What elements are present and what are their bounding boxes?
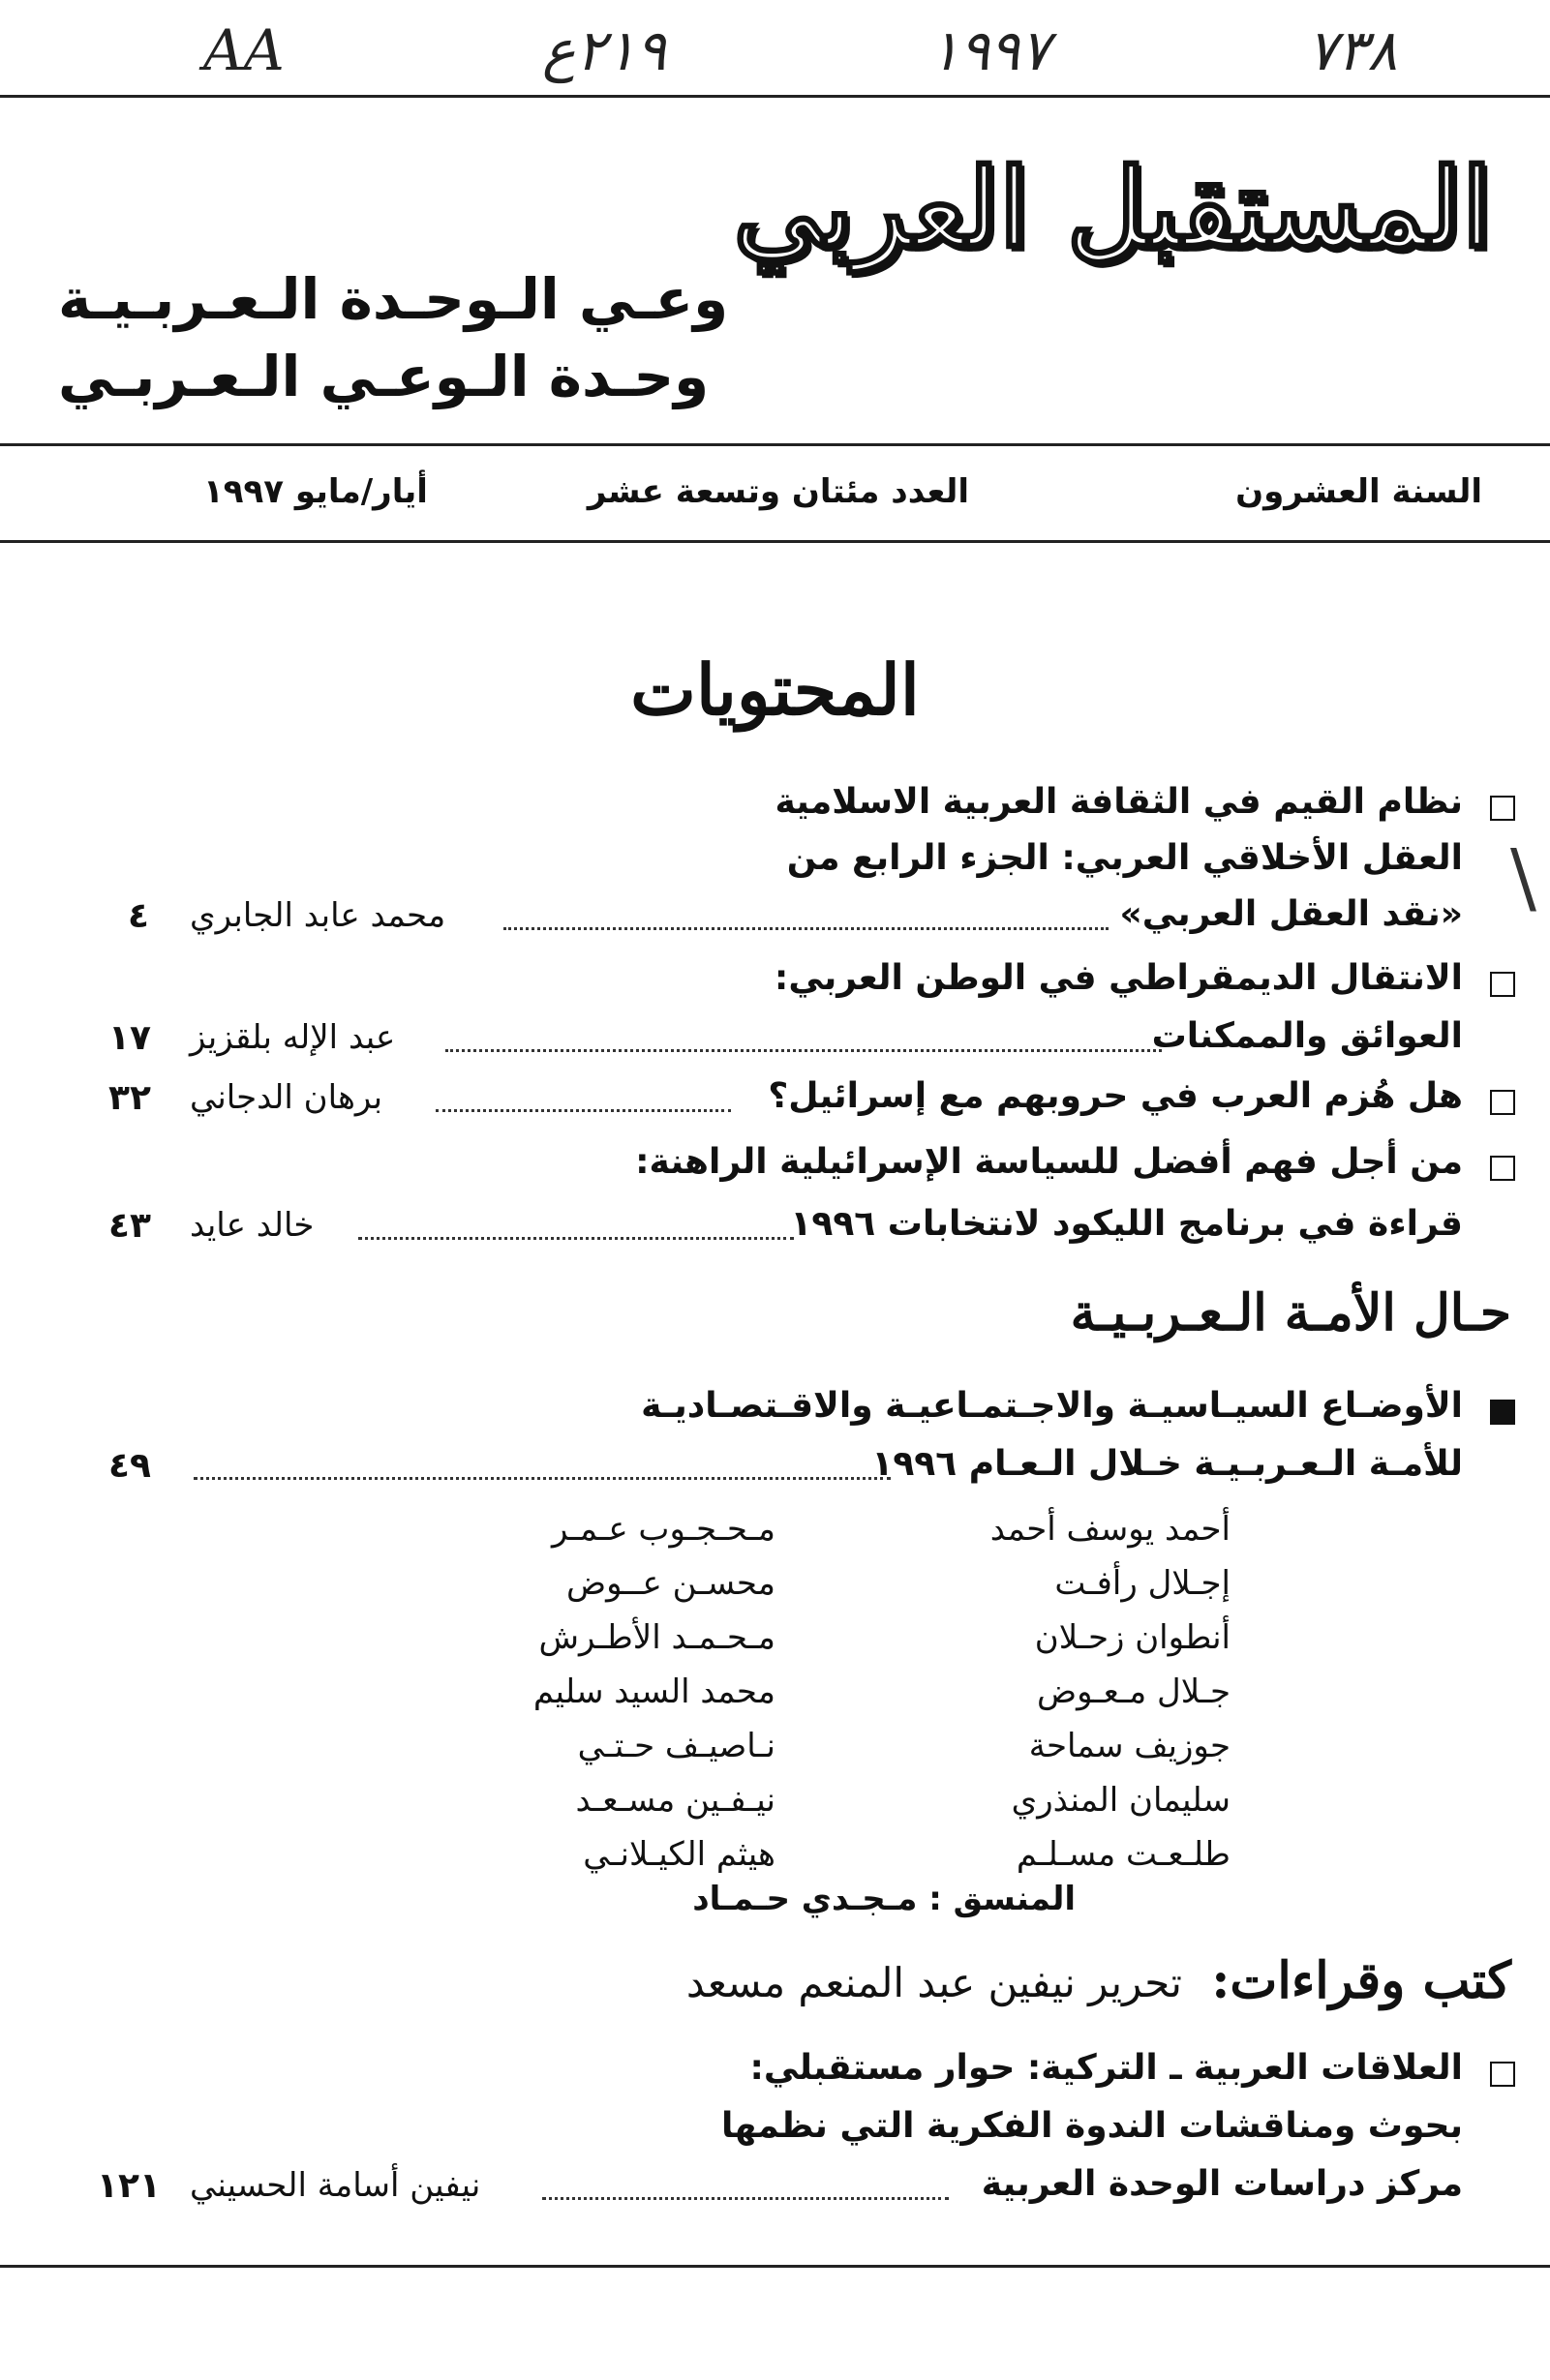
article-1-line-1: نظام القيم في الثقافة العربية الاسلامية [775,782,1463,822]
contributor-name: نيـفـين مسـعـد [575,1781,775,1820]
article-2-line-2: العوائق والممكنات [1151,1016,1463,1056]
section-heading-nation: حـال الأمـة الـعـربـيـة [1070,1283,1511,1342]
contributor-name: محسـن عــوض [565,1564,775,1603]
article-3-line-1: هل هُزم العرب في حروبهم مع إسرائيل؟ [768,1076,1463,1116]
handwritten-year: ١٩٩٧ [929,17,1050,83]
contributor-name: إجـلال رأفـت [1054,1564,1231,1603]
contributor-name: محمد السيد سليم [532,1672,775,1711]
journal-logo: المستقبل العربي [733,145,1492,272]
nation-item-line-2: للأمـة الـعـربـيـة خـلال الـعـام ١٩٩٦ [871,1444,1463,1484]
issue-number: العدد مئتان وتسعة عشر [587,472,969,511]
article-3-page: ٣٢ [108,1078,151,1118]
article-4-line-1: من أجل فهم أفضل للسياسة الإسرائيلية الراهنة: [635,1142,1463,1182]
volume-year: السنة العشرون [1235,472,1482,511]
books-item-line-1: العلاقات العربية ـ التركية: حوار مستقبلي: [749,2048,1463,2088]
checkbox-icon [1490,972,1515,997]
top-rule [0,95,1550,98]
dot-leader [445,1049,1162,1052]
contributor-name: سليمان المنذري [1011,1781,1231,1820]
contributor-name: نـاصيـف حـتـي [577,1727,775,1765]
contributor-name: جوزيف سماحة [1028,1727,1231,1765]
contributor-name: مـحـجـوب عـمـر [552,1510,775,1549]
article-3-author: برهان الدجاني [190,1078,383,1117]
nation-page: ٤٩ [108,1446,151,1486]
books-item-line-3: مركز دراسات الوحدة العربية [981,2164,1463,2204]
dot-leader [503,927,1109,930]
article-1-page: ٤ [128,896,149,936]
checkbox-icon [1490,796,1515,821]
motto-line-2: وحـدة الـوعـي الـعـربـي [58,344,710,409]
issue-date: أيار/مايو ١٩٩٧ [203,472,428,511]
dot-leader [436,1109,731,1112]
section-heading-books: كتب وقراءات: [1211,1951,1511,2010]
contributor-name: هيثم الكيـلانـي [583,1835,775,1874]
contributor-name: مـحـمـد الأطـرش [538,1618,775,1657]
article-1-line-3: «نقد العقل العربي» [1119,894,1463,934]
article-2-line-1: الانتقال الديمقراطي في الوطن العربي: [774,958,1463,998]
header-rule-bottom [0,540,1550,543]
handwritten-mark-middle: ٢١٩ع [542,17,667,83]
dot-leader [358,1237,794,1240]
margin-mark: \ [1510,832,1536,922]
handwritten-mark-left: AA [203,17,285,83]
motto-line-1: وعـي الـوحـدة الـعـربـيـة [58,266,729,332]
handwritten-mark-right: ٧٣٨ [1307,17,1398,83]
contributor-name: أنطوان زحـلان [1034,1618,1231,1657]
article-1-author: محمد عابد الجابري [190,896,446,935]
books-item-line-2: بحوث ومناقشات الندوة الفكرية التي نظمها [720,2106,1463,2146]
bottom-rule [0,2265,1550,2268]
article-4-page: ٤٣ [108,1206,151,1246]
article-2-page: ١٧ [108,1018,151,1058]
books-editor: تحرير نيفين عبد المنعم مسعد [685,1959,1182,2006]
dot-leader [542,2197,949,2200]
checkbox-icon [1490,1156,1515,1181]
header-rule-top [0,443,1550,446]
dot-leader [194,1477,891,1480]
article-1-line-2: العقل الأخلاقي العربي: الجزء الرابع من [786,838,1463,878]
contents-title: المحتويات [630,648,920,731]
contributor-name: أحمد يوسف أحمد [989,1510,1231,1549]
books-author: نيفين أسامة الحسيني [190,2166,481,2205]
nation-item-line-1: الأوضـاع السيـاسيـة والاجـتمـاعيـة والاقـتصـاديـة [641,1386,1463,1426]
checkbox-icon [1490,2062,1515,2087]
checkbox-icon [1490,1090,1515,1115]
article-2-author: عبد الإله بلقزيز [190,1018,396,1057]
books-page: ١٢١ [97,2166,161,2206]
article-4-author: خالد عايد [190,1206,315,1245]
coordinator: المنسق : مـجـدي حـمـاد [692,1880,1076,1918]
article-4-line-2: قراءة في برنامج الليكود لانتخابات ١٩٩٦ [790,1204,1463,1244]
filled-square-icon [1490,1400,1515,1425]
contributor-name: طلـعـت مسـلـم [1016,1835,1231,1874]
contributor-name: جـلال مـعـوض [1037,1672,1231,1711]
